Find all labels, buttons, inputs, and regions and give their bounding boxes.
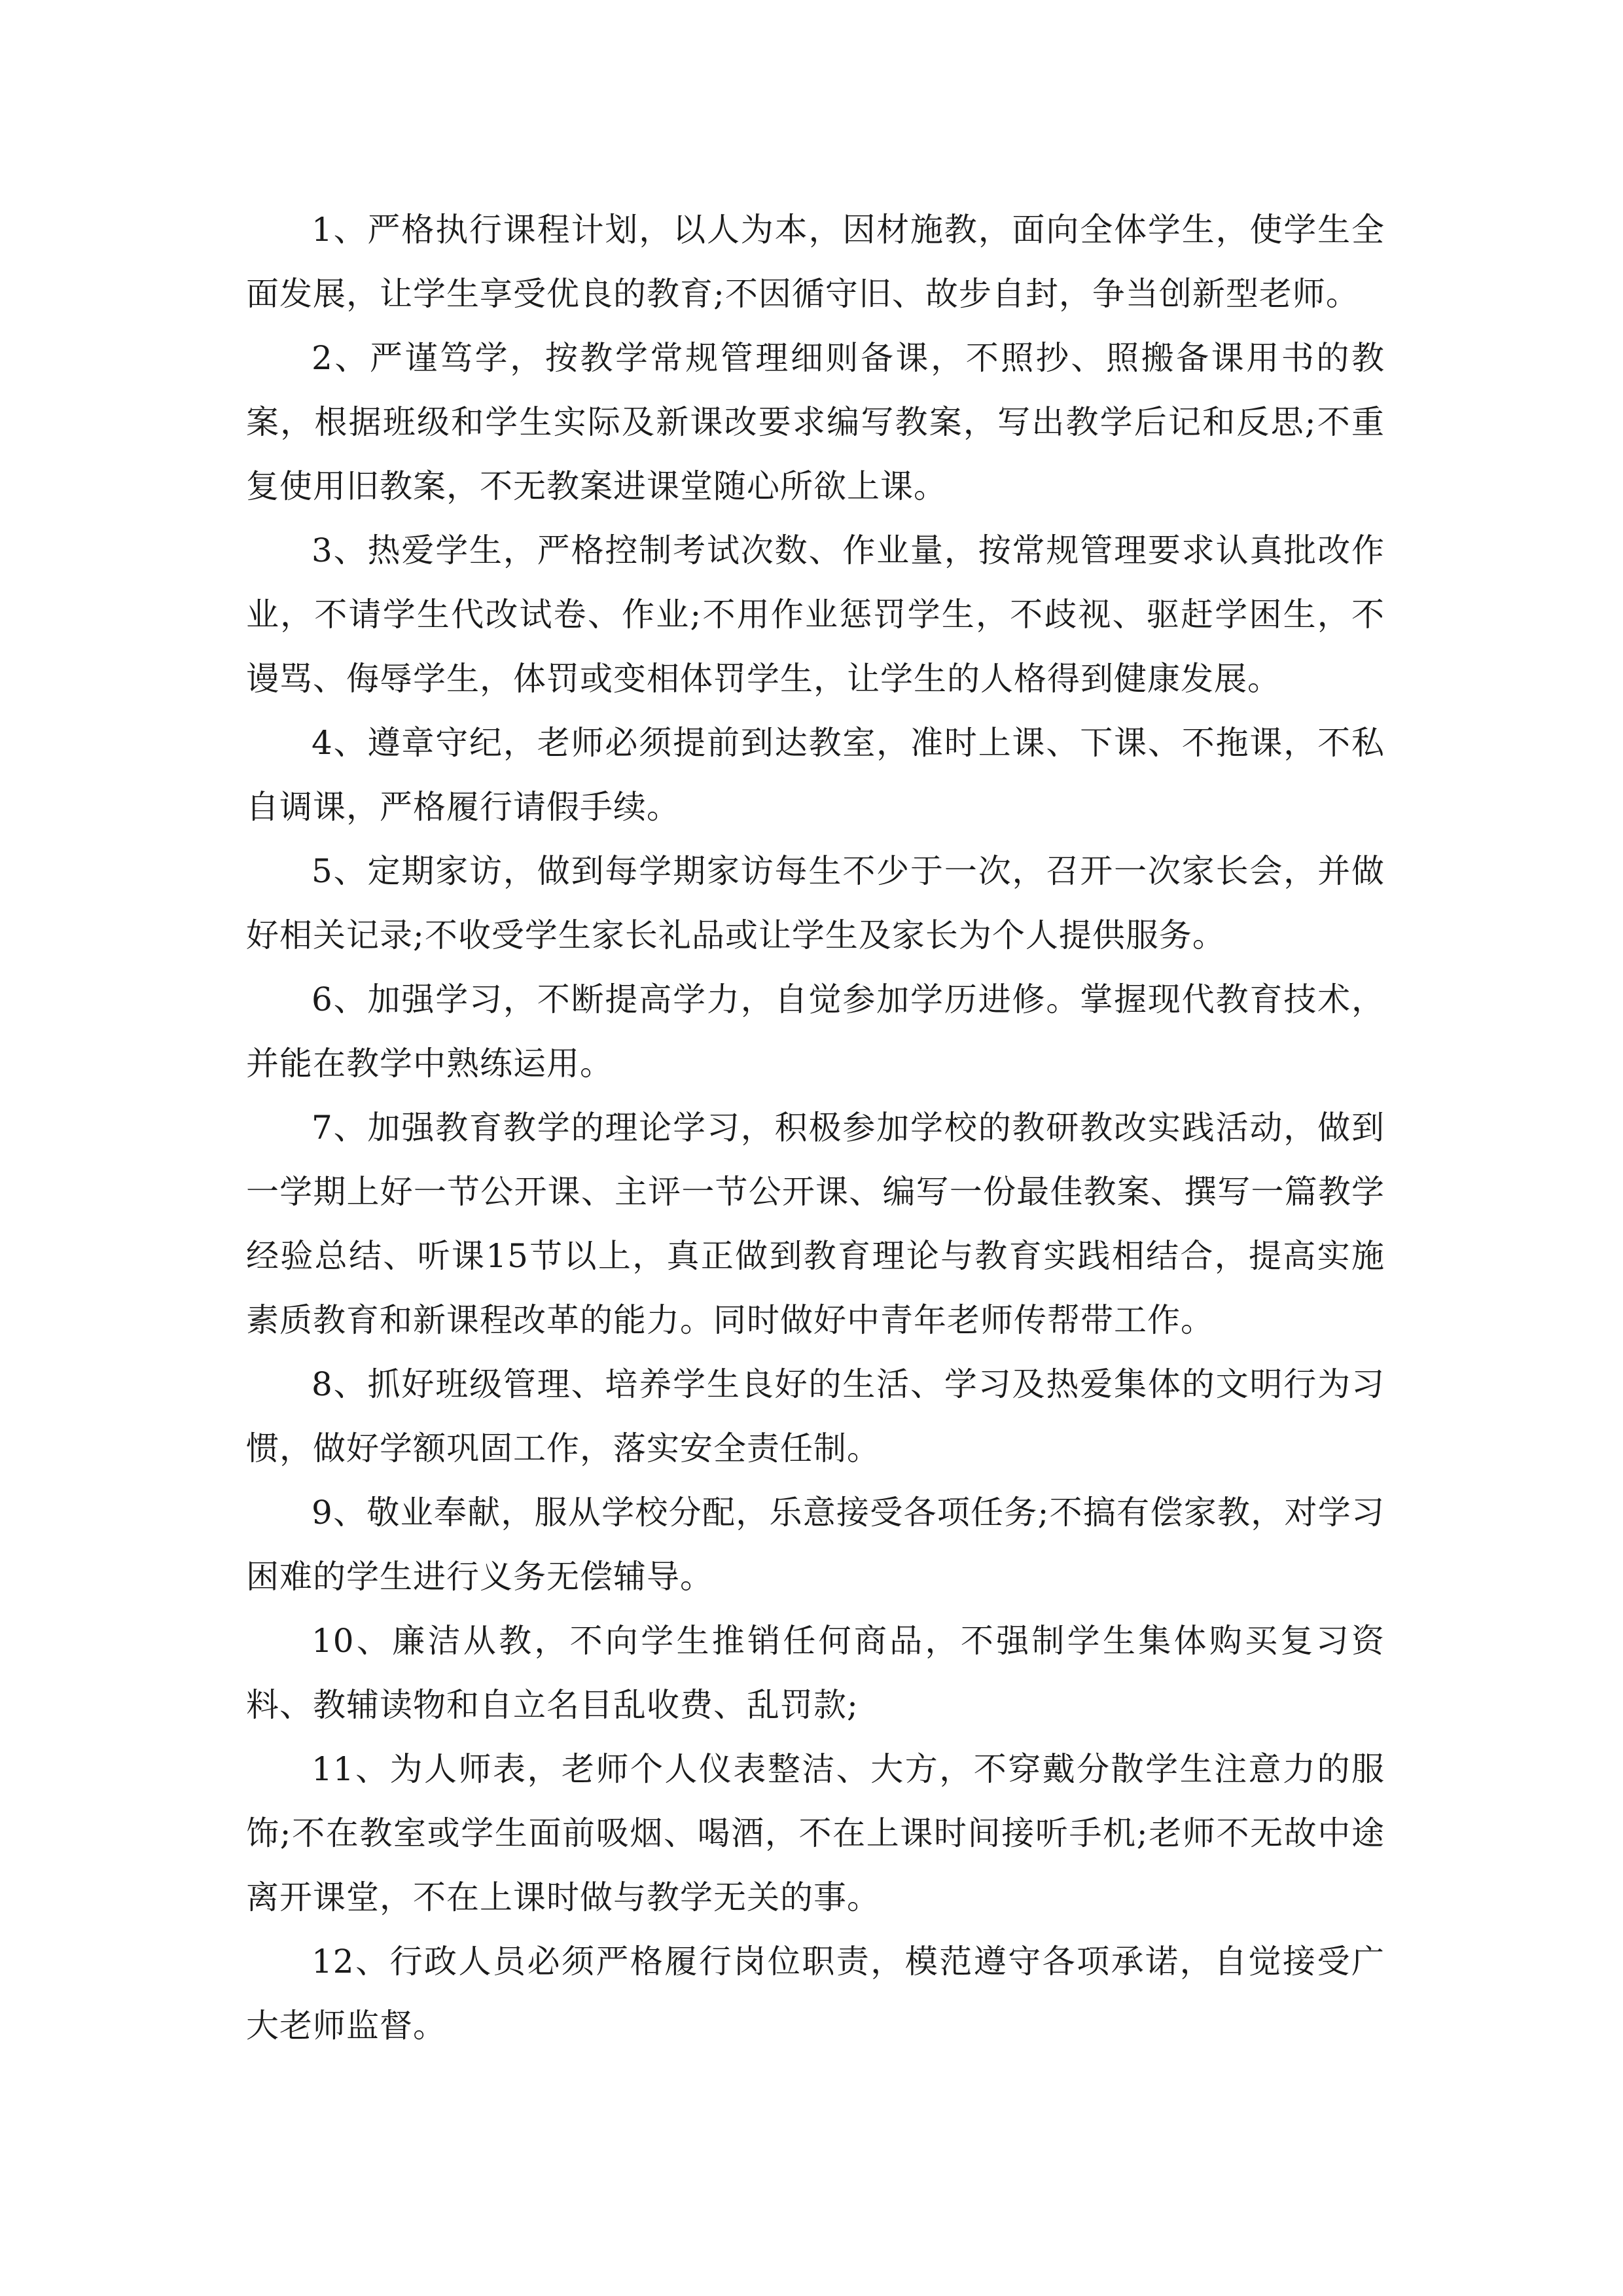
document-body bbox=[246, 198, 1385, 2058]
paragraph-item-9: 9、敬业奉献，服从学校分配，乐意接受各项任务;不搞有偿家教，对学习困难的学生进行义务无偿辅导。 bbox=[246, 1494, 1385, 1596]
paragraph-item-6: 6、加强学习，不断提高学力，自觉参加学历进修。掌握现代教育技术，并能在教学中熟练运用。 bbox=[246, 980, 1385, 1083]
paragraph-item-3: 3、热爱学生，严格控制考试次数、作业量，按常规管理要求认真批改作业，不请学生代改试卷、作业;不用作业惩罚学生，不歧视、驱赶学困生，不谩骂、侮辱学生，体罚或变相体罚学生，让学生的人格得到健康发展。 bbox=[246, 531, 1385, 698]
paragraph-item-11: 11、为人师表，老师个人仪表整洁、大方，不穿戴分散学生注意力的服饰;不在教室或学生面前吸烟、喝酒，不在上课时间接听手机;老师不无故中途离开课堂，不在上课时做与教学无关的事。 bbox=[246, 1750, 1385, 1916]
paragraph-item-12: 12、行政人员必须严格履行岗位职责，模范遵守各项承诺，自觉接受广大老师监督。 bbox=[246, 1943, 1385, 2045]
paragraph-item-8: 8、抓好班级管理、培养学生良好的生活、学习及热爱集体的文明行为习惯，做好学额巩固工作，落实安全责任制。 bbox=[246, 1365, 1385, 1467]
paragraph-item-10: 10、廉洁从教，不向学生推销任何商品，不强制学生集体购买复习资料、教辅读物和自立名目乱收费、乱罚款; bbox=[246, 1622, 1385, 1724]
paragraph-item-5: 5、定期家访，做到每学期家访每生不少于一次，召开一次家长会，并做好相关记录;不收受学生家长礼品或让学生及家长为个人提供服务。 bbox=[246, 852, 1385, 954]
paragraph-item-4: 4、遵章守纪，老师必须提前到达教室，准时上课、下课、不拖课，不私自调课，严格履行请假手续。 bbox=[246, 724, 1385, 826]
paragraph-item-1: 1、严格执行课程计划，以人为本，因材施教，面向全体学生，使学生全面发展，让学生享受优良的教育;不因循守旧、故步自封，争当创新型老师。 bbox=[246, 211, 1385, 313]
paragraph-item-2: 2、严谨笃学，按教学常规管理细则备课，不照抄、照搬备课用书的教案，根据班级和学生实际及新课改要求编写教案，写出教学后记和反思;不重复使用旧教案，不无教案进课堂随心所欲上课。 bbox=[246, 339, 1385, 505]
paragraph-item-7: 7、加强教育教学的理论学习，积极参加学校的教研教改实践活动，做到一学期上好一节公开课、主评一节公开课、编写一份最佳教案、撰写一篇教学经验总结、听课15节以上，真正做到教育理论与教育实践相结合，提高实施素质教育和新课程改革的能力。同时做好中青年老师传帮带工作。 bbox=[246, 1109, 1385, 1339]
